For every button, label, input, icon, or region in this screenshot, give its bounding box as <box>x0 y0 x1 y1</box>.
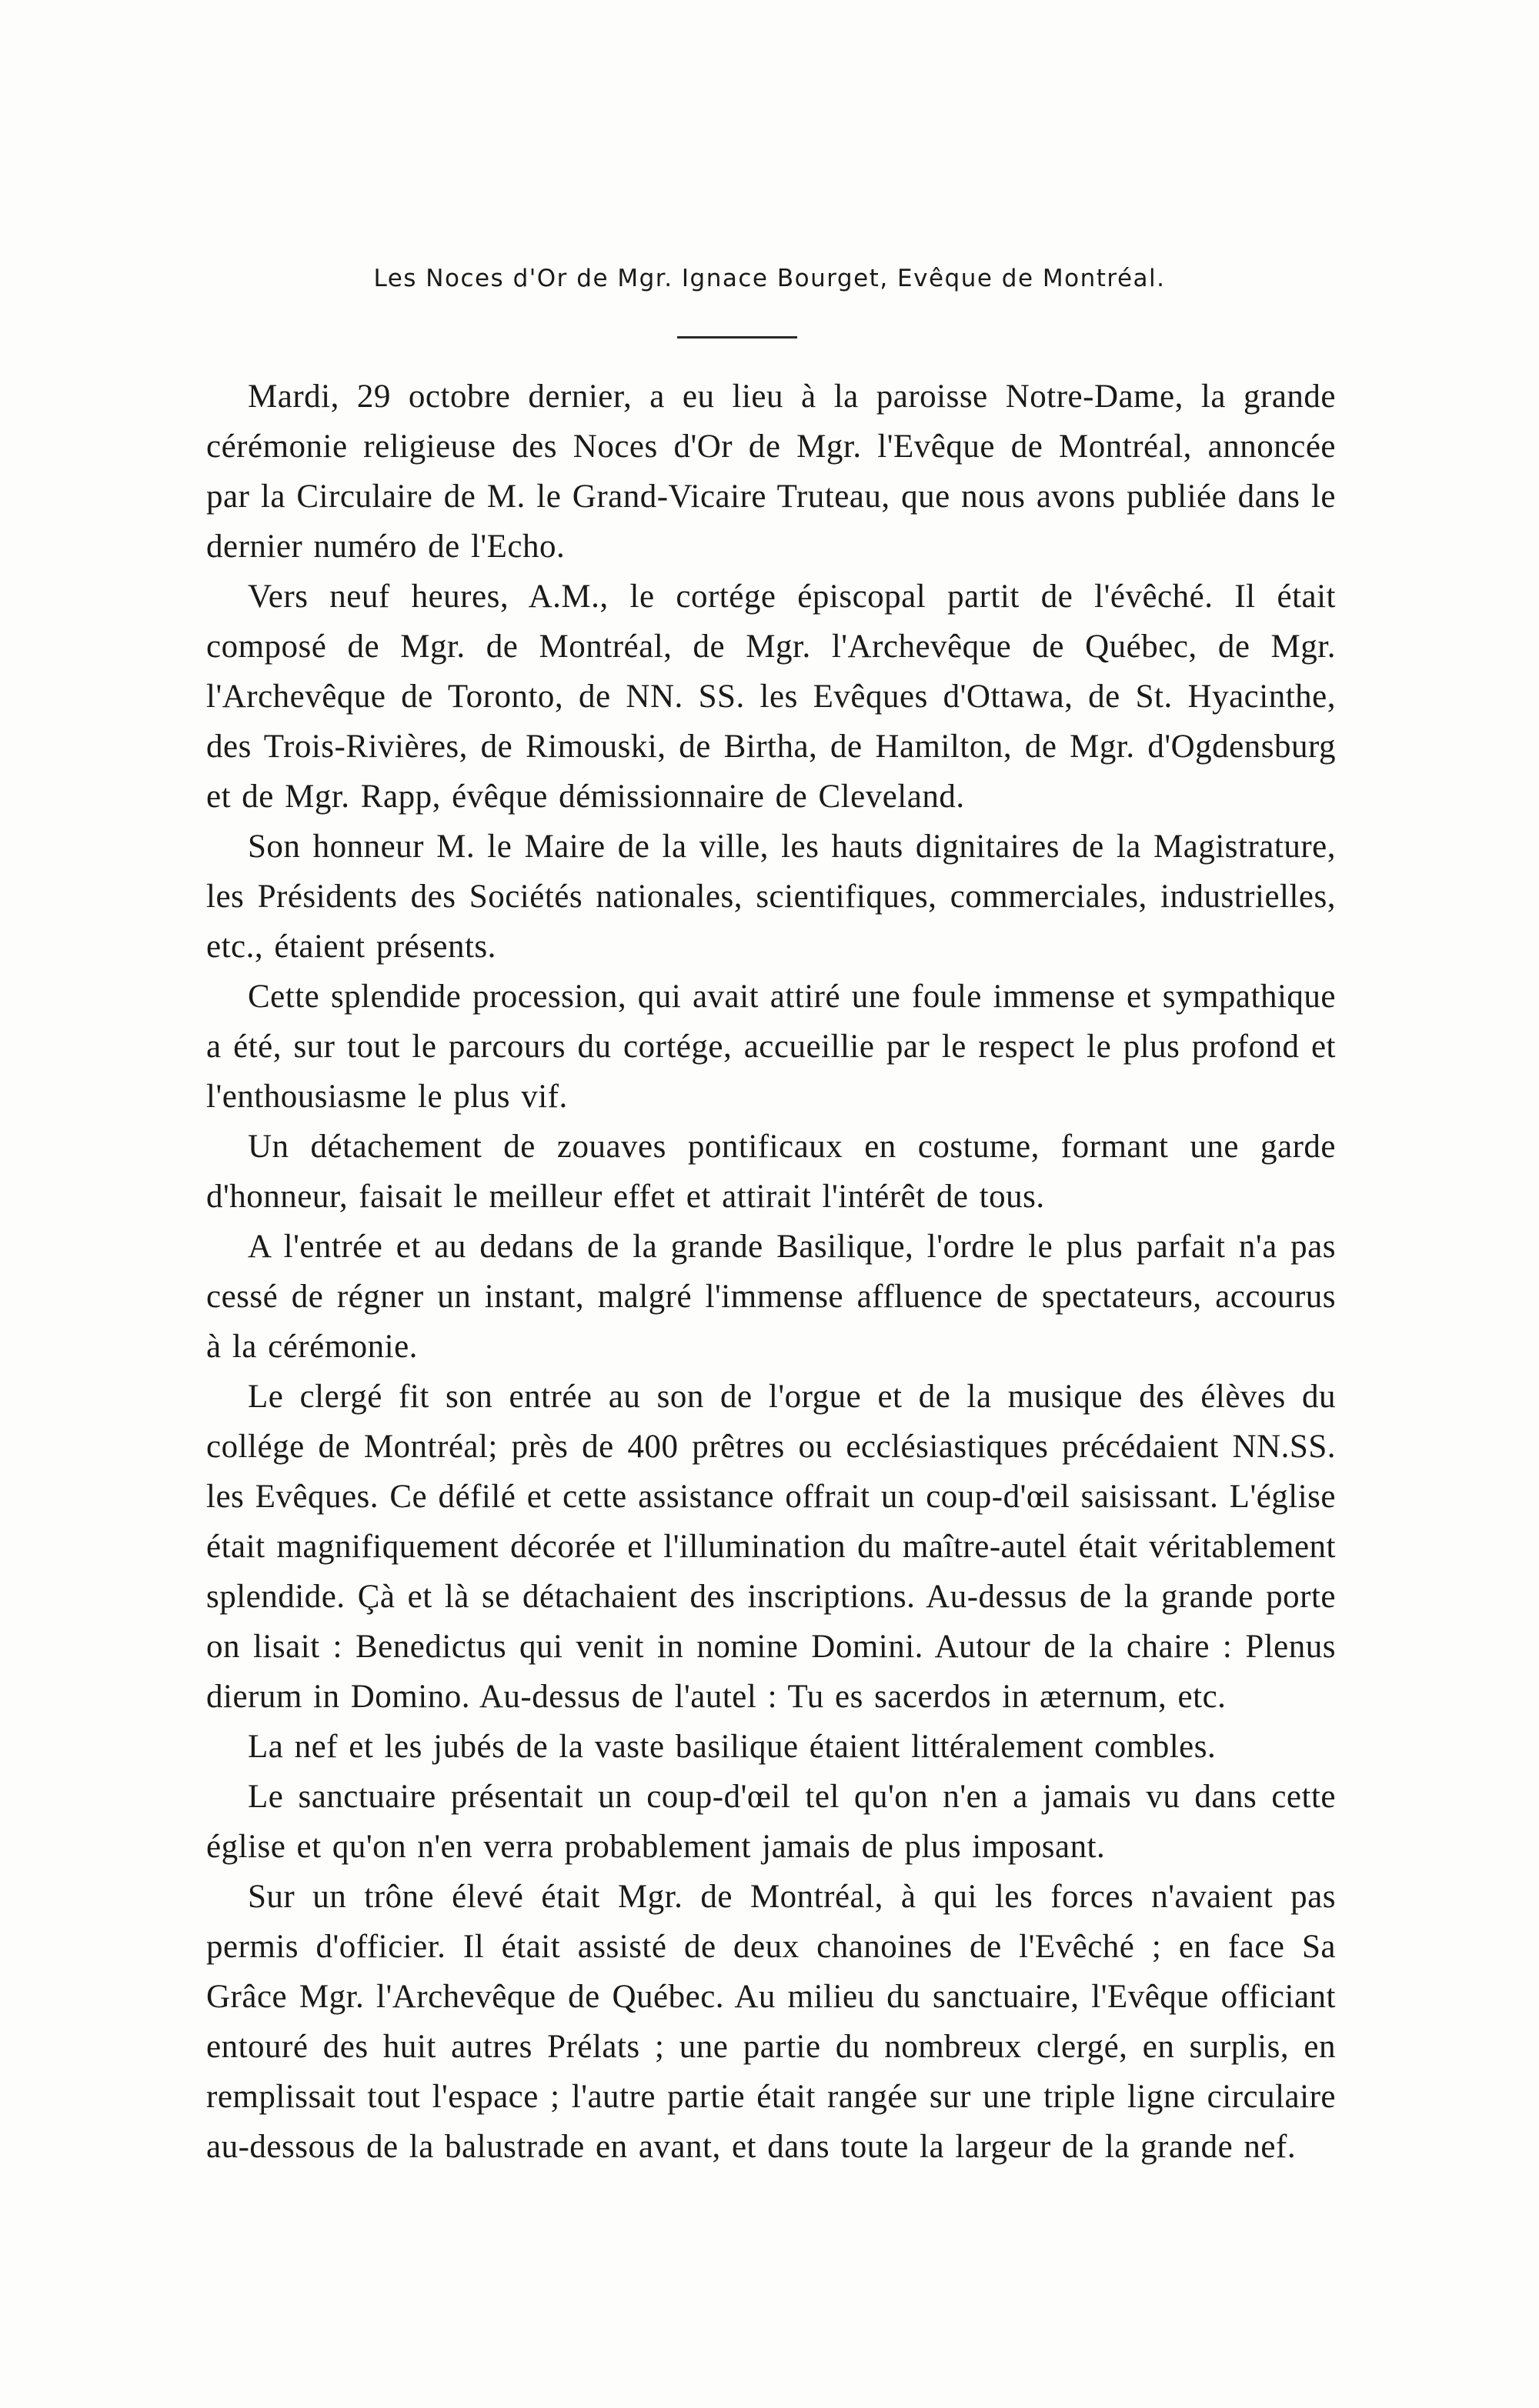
paragraph-3: Son honneur M. le Maire de la ville, les hauts dignitaires de la Magistrature, les Présidents des Sociétés nationales, scientifiques, commerciales, industrielles, etc., étaient présents. <box>206 829 1336 965</box>
paragraph-5: Un détachement de zouaves pontificaux en costume, formant une garde d'honneur, faisait le meilleur effet et attirait l'intérêt de tous. <box>206 1129 1336 1215</box>
paragraph-4: Cette splendide procession, qui avait attiré une foule immense et sympathique a été, sur tout le parcours du cortége, accueillie par le respect le plus profond et l'enthousiasme le plus vif. <box>206 979 1336 1115</box>
paragraph-2: Vers neuf heures, A.M., le cortége épiscopal partit de l'évêché. Il était composé de Mgr. de Montréal, de Mgr. l'Archevêque de Québec, de Mgr. l'Archevêque de Toronto, de NN. SS. les Evêques d'Ottawa, de St. Hyacinthe, des Trois-Rivières, de Rimouski, de Birtha, de Hamilton, de Mgr. d'Ogdensburg et de Mgr. Rapp, évêque démissionnaire de Cleveland. <box>206 579 1336 815</box>
heading-rule <box>677 336 797 339</box>
paragraph-7: Le clergé fit son entrée au son de l'orgue et de la musique des élèves du collége de Montréal; près de 400 prêtres ou ecclésiastiques précédaient NN.SS. les Evêques. Ce défilé et cette assistance offrait un coup-d'œil saisissant. L'église était magnifiquement décorée et l'illumination du maître-autel était véritablement splendide. Çà et là se détachaient des inscriptions. Au-dessus de la grande porte on lisait : Benedictus qui venit in nomine Domini. Autour de la chaire : Plenus dierum in Domino. Au-dessus de l'autel : Tu es sacerdos in æternum, etc. <box>206 1379 1336 1715</box>
article-body <box>206 372 1336 2172</box>
article-heading: Les Noces d'Or de Mgr. Ignace Bourget, Evêque de Montréal. <box>373 265 1166 292</box>
paragraph-8: La nef et les jubés de la vaste basilique étaient littéralement combles. <box>248 1729 1217 1765</box>
paragraph-1: Mardi, 29 octobre dernier, a eu lieu à la paroisse Notre-Dame, la grande cérémonie religieuse des Noces d'Or de Mgr. l'Evêque de Montréal, annoncée par la Circulaire de M. le Grand-Vicaire Truteau, que nous avons publiée dans le dernier numéro de l'Echo. <box>206 379 1336 565</box>
paragraph-6: A l'entrée et au dedans de la grande Basilique, l'ordre le plus parfait n'a pas cessé de régner un instant, malgré l'immense affluence de spectateurs, accourus à la cérémonie. <box>206 1229 1336 1365</box>
paragraph-9: Le sanctuaire présentait un coup-d'œil tel qu'on n'en a jamais vu dans cette église et qu'on n'en verra probablement jamais de plus imposant. <box>206 1779 1336 1865</box>
paragraph-10: Sur un trône élevé était Mgr. de Montréal, à qui les forces n'avaient pas permis d'officier. Il était assisté de deux chanoines de l'Evêché ; en face Sa Grâce Mgr. l'Archevêque de Québec. Au milieu du sanctuaire, l'Evêque officiant entouré des huit autres Prélats ; une partie du nombreux clergé, en surplis, en remplissait tout l'espace ; l'autre partie était rangée sur une triple ligne circulaire au-dessous de la balustrade en avant, et dans toute la largeur de la grande nef. <box>206 1879 1336 2165</box>
